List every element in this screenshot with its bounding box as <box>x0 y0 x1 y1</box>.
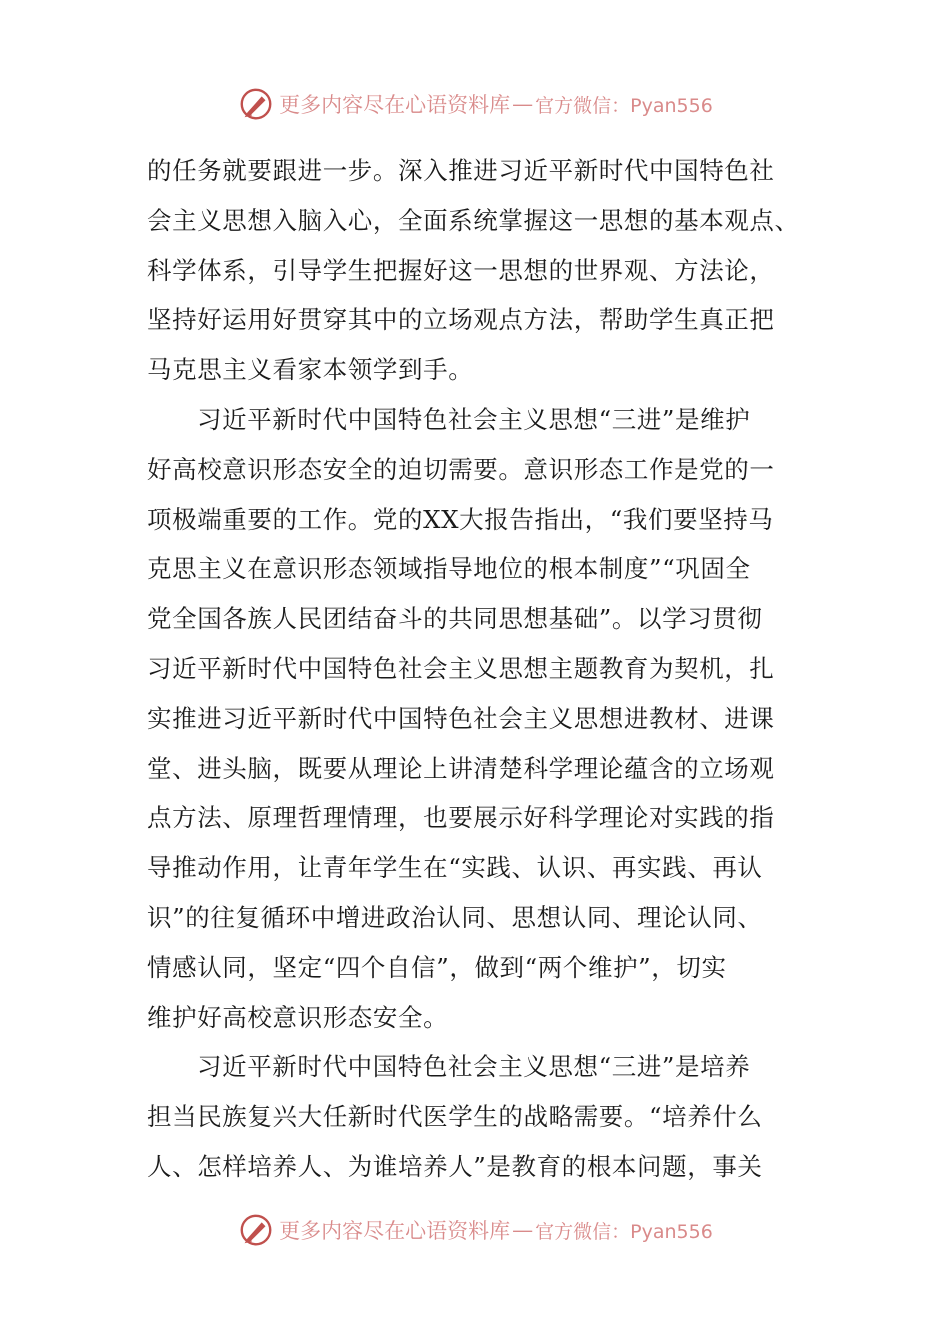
text-line: 导推动作用，让青年学生在“实践、认识、再实践、再认 <box>147 853 763 883</box>
text-line: 情感认同，坚定“四个自信”，做到“两个维护”，切实 <box>147 952 727 982</box>
banner-separator: — <box>512 1218 534 1242</box>
text-line: 项极端重要的工作。党的XX大报告指出，“我们要坚持马 <box>147 504 774 534</box>
text-line: 点方法、原理哲理情理，也要展示好科学理论对实践的指 <box>147 803 775 833</box>
footer-banner <box>0 1210 950 1250</box>
text-line: 坚持好运用好贯穿其中的立场观点方法，帮助学生真正把 <box>147 305 775 335</box>
text-line: 科学体系，引导学生把握好这一思想的世界观、方法论， <box>147 255 775 285</box>
banner-wechat-text: 官方微信：Pyan556 <box>535 94 713 117</box>
text-line: 实推进习近平新时代中国特色社会主义思想进教材、进课 <box>147 703 775 733</box>
text-line: 马克思主义看家本领学到手。 <box>147 355 474 385</box>
banner-wechat-text: 官方微信：Pyan556 <box>535 1220 713 1243</box>
banner-brand-text: 更多内容尽在心语资料库 <box>279 93 511 117</box>
banner-brand-text: 更多内容尽在心语资料库 <box>279 1219 511 1243</box>
pen-nib-logo-icon <box>237 85 275 123</box>
header-banner <box>0 84 950 124</box>
text-line: 的任务就要跟进一步。深入推进习近平新时代中国特色社 <box>147 156 775 185</box>
text-line: 好高校意识形态安全的迫切需要。意识形态工作是党的一 <box>147 454 775 484</box>
text-line: 克思主义在意识形态领域指导地位的根本制度”“巩固全 <box>147 554 751 584</box>
text-line: 习近平新时代中国特色社会主义思想“三进”是培养 <box>197 1052 751 1082</box>
text-line: 维护好高校意识形态安全。 <box>147 1002 449 1032</box>
text-line: 识”的往复循环中增进政治认同、思想认同、理论认同、 <box>147 902 763 932</box>
text-line: 党全国各族人民团结奋斗的共同思想基础”。以学习贯彻 <box>147 604 763 634</box>
text-line: 人、怎样培养人、为谁培养人”是教育的根本问题，事关 <box>147 1151 763 1181</box>
text-line: 担当民族复兴大任新时代医学生的战略需要。“培养什么 <box>147 1102 763 1132</box>
text-line: 堂、进头脑，既要从理论上讲清楚科学理论蕴含的立场观 <box>147 753 775 783</box>
pen-nib-logo-icon <box>237 1211 275 1249</box>
text-line: 习近平新时代中国特色社会主义思想“三进”是维护 <box>197 404 751 434</box>
banner-separator: — <box>512 92 534 116</box>
text-line: 会主义思想入脑入心，全面系统掌握这一思想的基本观点、 <box>147 205 800 235</box>
text-line: 习近平新时代中国特色社会主义思想主题教育为契机，扎 <box>147 653 775 683</box>
document-body <box>147 146 807 1192</box>
